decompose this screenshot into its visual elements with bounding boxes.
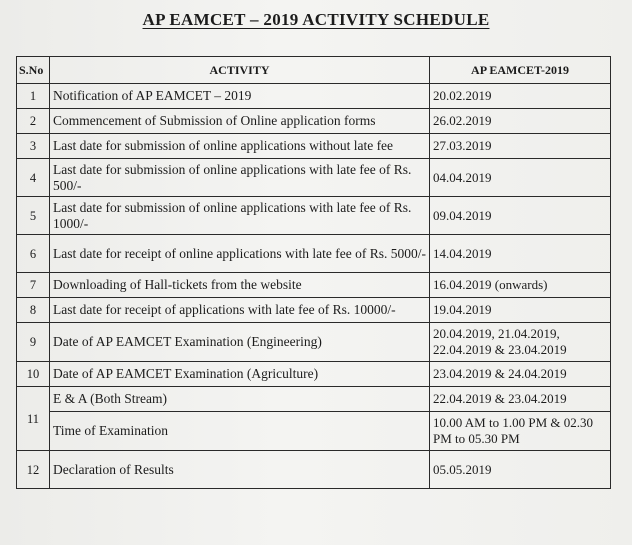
row-date: 05.05.2019 [430, 451, 611, 489]
row-sno: 8 [17, 298, 50, 323]
table-row [17, 323, 611, 362]
table-row [17, 273, 611, 298]
row-activity: Last date for receipt of online applications with late fee of Rs. 5000/- [50, 235, 430, 273]
row-activity: Downloading of Hall-tickets from the website [50, 273, 430, 298]
row-sno: 3 [17, 134, 50, 159]
table-row [17, 451, 611, 489]
schedule-table [16, 56, 611, 489]
page-title: AP EAMCET – 2019 ACTIVITY SCHEDULE [142, 10, 490, 29]
header-date: AP EAMCET-2019 [430, 57, 611, 84]
row-activity: Last date for submission of online applications with late fee of Rs. 1000/- [50, 197, 430, 235]
row-activity: Date of AP EAMCET Examination (Agriculture) [50, 362, 430, 387]
table-row [17, 84, 611, 109]
row-activity: Date of AP EAMCET Examination (Engineering) [50, 323, 430, 362]
row-sno: 2 [17, 109, 50, 134]
row-activity: Last date for submission of online applications without late fee [50, 134, 430, 159]
header-activity: ACTIVITY [50, 57, 430, 84]
row-date: 19.04.2019 [430, 298, 611, 323]
table-row [17, 197, 611, 235]
row-activity: Declaration of Results [50, 451, 430, 489]
row-date: 20.04.2019, 21.04.2019, 22.04.2019 & 23.04.2019 [430, 323, 611, 362]
table-row [17, 412, 611, 451]
row-date: 10.00 AM to 1.00 PM & 02.30 PM to 05.30 PM [430, 412, 611, 451]
row-activity: Notification of AP EAMCET – 2019 [50, 84, 430, 109]
row-activity: Last date for submission of online applications with late fee of Rs. 500/- [50, 159, 430, 197]
table-row [17, 362, 611, 387]
row-sno: 1 [17, 84, 50, 109]
row-date: 23.04.2019 & 24.04.2019 [430, 362, 611, 387]
row-sno: 7 [17, 273, 50, 298]
row-date: 16.04.2019 (onwards) [430, 273, 611, 298]
table-row [17, 235, 611, 273]
row-sno: 4 [17, 159, 50, 197]
row-sno: 5 [17, 197, 50, 235]
row-date: 09.04.2019 [430, 197, 611, 235]
row-sno: 11 [17, 387, 50, 451]
table-row [17, 134, 611, 159]
row-date: 04.04.2019 [430, 159, 611, 197]
row-activity: Last date for receipt of applications with late fee of Rs. 10000/- [50, 298, 430, 323]
row-date: 22.04.2019 & 23.04.2019 [430, 387, 611, 412]
row-date: 20.02.2019 [430, 84, 611, 109]
row-sno: 9 [17, 323, 50, 362]
table-row [17, 159, 611, 197]
table-header-row [17, 57, 611, 84]
row-activity: E & A (Both Stream) [50, 387, 430, 412]
row-sno: 12 [17, 451, 50, 489]
row-date: 26.02.2019 [430, 109, 611, 134]
row-date: 27.03.2019 [430, 134, 611, 159]
row-sno: 10 [17, 362, 50, 387]
header-sno: S.No [17, 57, 50, 84]
table-row [17, 387, 611, 412]
row-sno: 6 [17, 235, 50, 273]
row-date: 14.04.2019 [430, 235, 611, 273]
table-row [17, 109, 611, 134]
table-row [17, 298, 611, 323]
row-activity: Commencement of Submission of Online application forms [50, 109, 430, 134]
row-activity: Time of Examination [50, 412, 430, 451]
